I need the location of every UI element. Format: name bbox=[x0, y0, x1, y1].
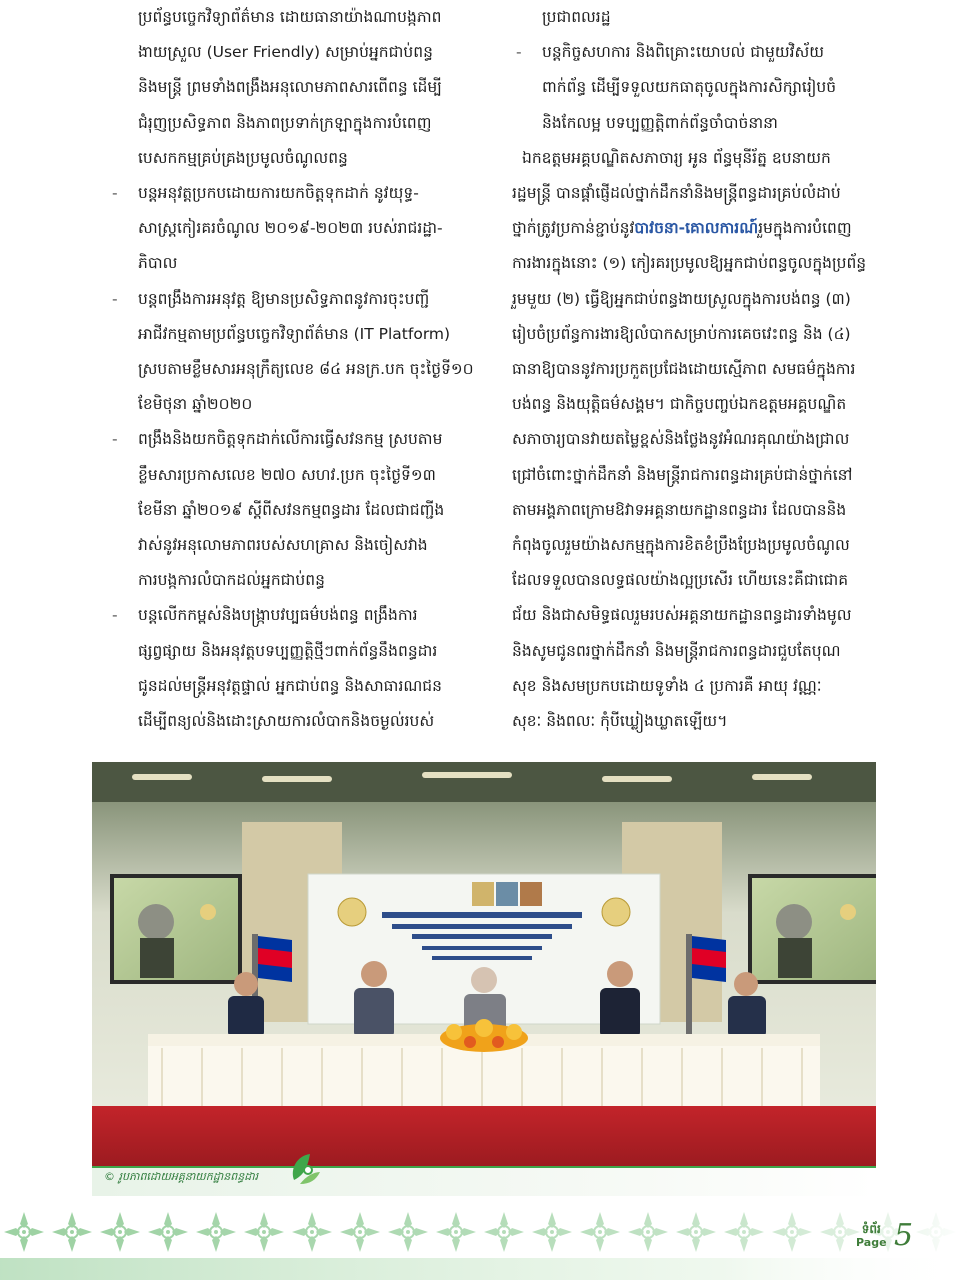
text-line: ពាក់ព័ន្ធ ដើម្បីទទួលយកធាតុចូលក្នុងការសិក្សារៀបចំ bbox=[542, 78, 837, 97]
text-line: រដ្ឋមន្ត្រី បានផ្តាំផ្ញើដល់ថ្នាក់ដឹកនាំនិងមន្ត្រីពន្ធដារគ្រប់លំដាប់ bbox=[512, 184, 841, 203]
text-line: ស្របតាមខ្លឹមសារអនុក្រឹត្យលេខ ៨៤ អនក្រ.បក ចុះថ្ងៃទី១០ bbox=[138, 360, 474, 379]
text-line: កំពុងចូលរួមយ៉ាងសកម្មក្នុងការខិតខំប្រឹងប្រែងប្រមូលចំណូល bbox=[512, 536, 850, 555]
text-line: បន្តអនុវត្តប្រកបដោយការយកចិត្តទុកដាក់ នូវយុទ្ធ- bbox=[138, 184, 419, 203]
text-line: សុខៈ និងពលៈ កុំបីឃ្លៀងឃ្លាតឡើយ។ bbox=[512, 712, 728, 731]
page-label-kh: ទំព័រ bbox=[861, 1222, 881, 1236]
text-line: ជូនដល់មន្ត្រីអនុវត្តផ្ទាល់ អ្នកជាប់ពន្ធ និងសាធារណជន bbox=[138, 676, 442, 695]
text-fragment: ថ្នាក់ត្រូវប្រកាន់ខ្ជាប់នូវ bbox=[512, 219, 635, 238]
continuation bbox=[512, 0, 880, 35]
ornament-pattern bbox=[0, 1208, 968, 1280]
right-column bbox=[512, 0, 880, 739]
text-line: តាមអង្គភាពក្រោមឱវាទអគ្គនាយកដ្ឋានពន្ធដារ ដែលបាននិង bbox=[512, 500, 847, 519]
text-line: ប្រព័ន្ធបច្ចេកវិទ្យាព័ត៌មាន ដោយធានាយ៉ាងណាបង្កភាព bbox=[138, 8, 442, 26]
page-label-en: Page bbox=[856, 1236, 887, 1249]
intro-paragraph bbox=[108, 0, 496, 176]
text-line: ងាយស្រួល (User Friendly) សម្រាប់អ្នកជាប់ពន្ធ bbox=[138, 43, 433, 62]
text-line: និងមន្ត្រី ព្រមទាំងពង្រឹងអនុលោមភាពសារពើពន្ធ ដើម្បី bbox=[138, 78, 442, 97]
text-line: រៀបចំប្រព័ន្ធការងារឱ្យលំបាកសម្រាប់ការគេចវេះពន្ធ និង (៤) bbox=[512, 324, 851, 343]
footer-ornament bbox=[0, 1208, 968, 1280]
text-line: ប្រជាពលរដ្ឋ bbox=[542, 8, 611, 26]
text-line: អាជីវកម្មតាមប្រព័ន្ធបច្ចេកវិទ្យាព័ត៌មាន (IT Platform) bbox=[138, 324, 451, 343]
text-line: ជ័យ និងជាសមិទ្ធផលរួមរបស់អគ្គនាយកដ្ឋានពន្ធដារទាំងមូល bbox=[512, 606, 852, 625]
closing-paragraph bbox=[512, 141, 880, 739]
page-label bbox=[856, 1222, 887, 1250]
text-line: ភិបាល bbox=[138, 254, 178, 273]
bullet-dash: - bbox=[112, 289, 118, 308]
bullet-item bbox=[512, 35, 880, 141]
text-line: រួមមួយ (២) ធ្វើឱ្យអ្នកជាប់ពន្ធងាយស្រួលក្នុងការបង់ពន្ធ (៣) bbox=[512, 289, 851, 308]
text-line: សុខ និងសមប្រកបដោយទូទាំង ៤ ប្រការគឺ អាយុ វណ្ណៈ bbox=[512, 676, 822, 695]
text-line: បន្តពង្រឹងការអនុវត្ត ឱ្យមានប្រសិទ្ធភាពនូវការចុះបញ្ជី bbox=[138, 289, 430, 308]
text-line: ជ្រៅចំពោះថ្នាក់ដឹកនាំ និងមន្ត្រីរាជការពន្ធដារគ្រប់ជាន់ថ្នាក់នៅ bbox=[512, 465, 853, 484]
bullet-dash: - bbox=[112, 430, 118, 449]
text-line: ខែមីនា ឆ្នាំ២០១៩ ស្តីពីសវនកម្មពន្ធដារ ដែលជាជញ្ជីង bbox=[138, 500, 445, 519]
text-line: និងសូមជូនពរថ្នាក់ដឹកនាំ និងមន្ត្រីរាជការពន្ធដារជួបតែបុណ bbox=[512, 641, 841, 660]
page-number: 5 bbox=[894, 1218, 914, 1253]
text-line: បន្តលើកកម្ពស់និងបង្ក្រាបវប្បធម៌បង់ពន្ធ ពង្រឹងការ bbox=[138, 606, 418, 625]
meeting-photo bbox=[92, 762, 876, 1194]
bullet-dash: - bbox=[112, 606, 118, 625]
text-line: វាស់នូវអនុលោមភាពរបស់សហគ្រាស និងចៀសវាង bbox=[138, 536, 428, 555]
text-line: ជំរុញប្រសិទ្ធភាព និងភាពប្រទាក់ក្រឡាក្នុងការបំពេញ bbox=[138, 113, 432, 132]
text-line: ពង្រឹងនិងយកចិត្តទុកដាក់លើការធ្វើសវនកម្ម ស្របតាម bbox=[138, 430, 443, 449]
text-line: សភាចារ្យបានវាយតម្លៃខ្ពស់និងថ្លែងនូវអំណរគុណយ៉ាងជ្រាល bbox=[512, 430, 850, 449]
bullet-dash: - bbox=[112, 184, 118, 203]
text-line: បន្តកិច្ចសហការ និងពិគ្រោះយោបល់ ជាមួយវិស័យ bbox=[542, 43, 825, 62]
text-line: បង់ពន្ធ និងយុត្តិធម៌សង្គម។ ជាកិច្ចបញ្ចប់ឯកឧត្តមអគ្គបណ្ឌិត bbox=[512, 395, 847, 414]
bullet-item bbox=[108, 176, 496, 282]
text-fragment: រួមក្នុងការបំពេញ bbox=[758, 219, 852, 238]
meeting-photo-illustration bbox=[92, 762, 876, 1194]
left-column bbox=[108, 0, 496, 739]
bullet-item bbox=[108, 598, 496, 739]
text-line: ការងារក្នុងនោះ (១) កៀរគរប្រមូលឱ្យអ្នកជាប់ពន្ធចូលក្នុងប្រព័ន្ធ bbox=[512, 254, 867, 273]
bullet-item bbox=[108, 422, 496, 598]
bullet-dash: - bbox=[516, 43, 522, 62]
text-line: ធានាឱ្យបាននូវការប្រកួតប្រជែងដោយស្មើភាព សមធម៌ក្នុងការ bbox=[512, 360, 856, 379]
text-line: សាស្ត្រកៀរគរចំណូល ២០១៩-២០២៣ របស់រាជរដ្ឋា- bbox=[138, 219, 443, 238]
text-line: ដើម្បីពន្យល់និងដោះស្រាយការលំបាកនិងចម្ងល់របស់ bbox=[138, 712, 435, 731]
text-line bbox=[512, 211, 880, 246]
text-line: និងកែលម្អ បទប្បញ្ញត្តិពាក់ព័ន្ធចាំបាច់នានា bbox=[542, 113, 778, 132]
text-line: បេសកកម្មគ្រប់គ្រងប្រមូលចំណូលពន្ធ bbox=[138, 148, 348, 167]
text-line: ខ្លឹមសារប្រកាសលេខ ២៧០ សហវ.ប្រក ចុះថ្ងៃទី១៣ bbox=[138, 465, 436, 484]
leaf-logo-icon bbox=[288, 1150, 322, 1188]
text-line: ផ្សព្វផ្សាយ និងអនុវត្តបទប្បញ្ញត្តិថ្មីៗពាក់ព័ន្ធនឹងពន្ធដារ bbox=[138, 641, 438, 660]
photo-caption: © រូបភាពដោយអគ្គនាយកដ្ឋានពន្ធដារ bbox=[104, 1170, 259, 1183]
text-line: ខែមិថុនា ឆ្នាំ២០២០ bbox=[138, 395, 253, 414]
text-line: ការបង្កការលំបាកដល់អ្នកជាប់ពន្ធ bbox=[138, 571, 325, 590]
highlight-phrase: បាវចនា-គោលការណ៍ bbox=[634, 219, 759, 238]
bullet-item bbox=[108, 282, 496, 423]
text-line: ដែលទទួលបានលទ្ធផលយ៉ាងល្អប្រសើរ ហើយនេះគឺជាជោគ bbox=[512, 571, 849, 590]
text-line: ឯកឧត្តមអគ្គបណ្ឌិតសភាចារ្យ អូន ព័ន្ធមុនីរ័ត្ន ឧបនាយក bbox=[522, 148, 831, 167]
